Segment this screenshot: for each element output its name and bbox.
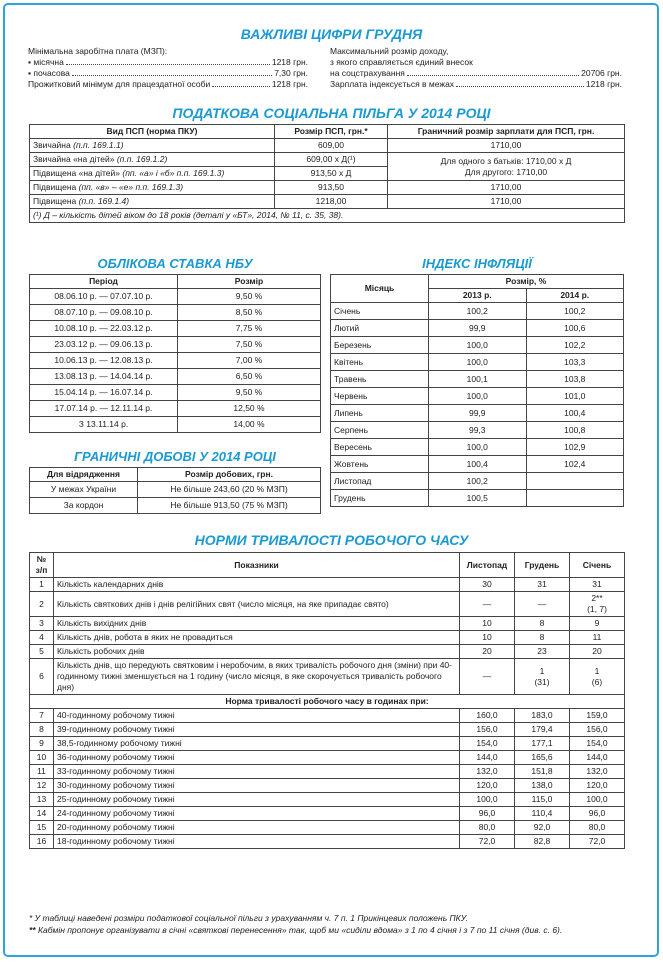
table-row	[331, 371, 624, 388]
table-row	[30, 617, 625, 631]
table-row	[30, 835, 625, 849]
table-cell: 100,0	[429, 439, 527, 456]
table-cell: 100,1	[429, 371, 527, 388]
table-cell: 80,0	[570, 821, 625, 835]
table-row	[30, 417, 321, 433]
table-row	[30, 321, 321, 337]
inflation-table: Місяць Розмір, % 2013 р. 2014 р. Січень 100,2 100,2 Лютий 99,9 100,6 Березень 100,0 102,2 Квітень 100,0 103,3 Травень 100,1 103,8 Червень 100,0 101,0 Липень 99,9 100,4 Серпень 99,3 100,8 Вересень 100,0 102,9 Жовтень 100,4 102,4 Листопад 100,2 Грудень 100,5	[330, 274, 624, 507]
table-row	[30, 385, 321, 401]
table-cell: 96,0	[570, 807, 625, 821]
table-cell: 99,9	[429, 405, 527, 422]
table-cell: 100,2	[429, 303, 527, 320]
table-cell: 156,0	[570, 723, 625, 737]
table-cell: 10	[30, 751, 54, 765]
table-row	[331, 320, 624, 337]
table-cell: 18-годинному робочому тижні	[54, 835, 460, 849]
footnote-2: ** Кабмін пропонує організувати в січні «святкові перенесення» так, щоб ми «сиділи вдома» з 1 по 4 січня і з 7 по 11 січня (див. с. 6).	[29, 925, 563, 935]
table-cell: З 13.11.14 р.	[30, 417, 178, 433]
table-cell: Кількість робочих днів	[54, 645, 460, 659]
table-cell: 154,0	[460, 737, 515, 751]
table-cell: 39-годинному робочому тижні	[54, 723, 460, 737]
table-cell: 9	[30, 737, 54, 751]
table-cell: 2	[30, 592, 54, 617]
table-cell: 23	[515, 645, 570, 659]
table-row	[30, 369, 321, 385]
table-cell: 6,50 %	[178, 369, 321, 385]
table-cell: 100,0	[570, 793, 625, 807]
table-cell: 11	[570, 631, 625, 645]
table-cell: 38,5-годинному робочому тижні	[54, 737, 460, 751]
table-cell: 20-годинному робочому тижні	[54, 821, 460, 835]
key-figures-title: ВАЖЛИВІ ЦИФРИ ГРУДНЯ	[240, 26, 423, 42]
table-cell: 144,0	[570, 751, 625, 765]
table-row	[30, 821, 625, 835]
table-row	[30, 751, 625, 765]
table-cell: 92,0	[515, 821, 570, 835]
table-cell: 99,3	[429, 422, 527, 439]
table-cell: 99,9	[429, 320, 527, 337]
table-cell: 23.03.12 р. — 09.06.13 р.	[30, 337, 178, 353]
table-cell: 08.06.10 р. — 07.07.10 р.	[30, 289, 178, 305]
table-row: Звичайна (п.п. 169.1.1) 609,00 1710,00	[30, 139, 625, 153]
table-cell: 100,0	[429, 337, 527, 354]
table-cell: Січень	[331, 303, 429, 320]
table-cell: Квітень	[331, 354, 429, 371]
table-cell: 6	[30, 659, 54, 695]
table-cell	[526, 490, 624, 507]
table-cell: —	[460, 659, 515, 695]
table-cell: 36-годинному робочому тижні	[54, 751, 460, 765]
table-row: Підвищена (п.п. 169.1.4) 1218,00 1710,00	[30, 195, 625, 209]
table-row	[30, 723, 625, 737]
daily-section	[29, 467, 321, 514]
table-cell: 100,8	[526, 422, 624, 439]
table-row	[30, 578, 625, 592]
table-row	[30, 659, 625, 695]
table-cell: Грудень	[331, 490, 429, 507]
table-cell: 120,0	[570, 779, 625, 793]
table-cell: 177,1	[515, 737, 570, 751]
table-cell: 102,4	[526, 456, 624, 473]
table-cell: Липень	[331, 405, 429, 422]
table-cell: Травень	[331, 371, 429, 388]
max-income-value: 20706 грн.	[581, 68, 622, 78]
table-cell: 100,0	[460, 793, 515, 807]
table-cell: Червень	[331, 388, 429, 405]
table-cell: 100,5	[429, 490, 527, 507]
indexed-label: Зарплата індексується в межах	[330, 79, 455, 89]
table-cell: 10.08.10 р. — 22.03.12 р.	[30, 321, 178, 337]
table-row	[30, 645, 625, 659]
table-cell: 160,0	[460, 709, 515, 723]
table-row	[30, 482, 321, 498]
table-row	[30, 765, 625, 779]
table-cell: 24-годинному робочому тижні	[54, 807, 460, 821]
table-row	[30, 498, 321, 514]
max-income-label: Максимальний розмір доходу,	[330, 46, 449, 56]
table-cell: 1 (31)	[515, 659, 570, 695]
table-cell: 14,00 %	[178, 417, 321, 433]
table-cell: 179,4	[515, 723, 570, 737]
subsistence-label: Прожитковий мінімум для працездатної особи	[28, 79, 211, 89]
table-cell: 3	[30, 617, 54, 631]
table-cell: —	[515, 592, 570, 617]
table-row	[30, 631, 625, 645]
indexed-value: 1218 грн.	[585, 79, 622, 89]
table-cell: 102,9	[526, 439, 624, 456]
table-cell: 138,0	[515, 779, 570, 793]
norms-section	[29, 552, 625, 849]
daily-table: Для відрядження Розмір добових, грн. У межах України Не більше 243,60 (20 % МЗП) За кордон Не більше 913,50 (75 % МЗП)	[29, 467, 321, 514]
table-cell: 103,3	[526, 354, 624, 371]
table-cell: 102,2	[526, 337, 624, 354]
table-cell: 151,8	[515, 765, 570, 779]
table-cell: 7,00 %	[178, 353, 321, 369]
table-row: Підвищена (пп. «в» – «е» п.п. 169.1.3) 913,50 1710,00	[30, 181, 625, 195]
table-row	[331, 456, 624, 473]
table-cell: 8	[30, 723, 54, 737]
table-cell: 20	[570, 645, 625, 659]
footnotes	[29, 912, 639, 936]
table-cell: Березень	[331, 337, 429, 354]
table-row	[331, 422, 624, 439]
table-cell: 10	[460, 631, 515, 645]
table-row	[30, 807, 625, 821]
table-cell: 1 (6)	[570, 659, 625, 695]
daily-title: ГРАНИЧНІ ДОБОВІ У 2014 РОЦІ	[74, 449, 276, 464]
table-cell: 110,4	[515, 807, 570, 821]
table-cell: 7,75 %	[178, 321, 321, 337]
table-cell: 96,0	[460, 807, 515, 821]
nbu-section	[29, 274, 321, 433]
table-cell: Лютий	[331, 320, 429, 337]
table-cell: 8	[515, 617, 570, 631]
min-wage-label: Мінімальна заробітна плата (МЗП):	[28, 46, 168, 56]
table-cell: 100,4	[429, 456, 527, 473]
table-cell: 25-годинному робочому тижні	[54, 793, 460, 807]
nbu-table: Період Розмір 08.06.10 р. — 07.07.10 р. 9,50 % 08.07.10 р. — 09.08.10 р. 8,50 % 10.08.10 р. — 22.03.12 р. 7,75 % 23.03.12 р. — 09.06.13 р. 7,50 % 10.06.13 р. — 12.08.13 р. 7,00 % 13.08.13 р. — 14.04.14 р. 6,50 % 15.04.14 р. — 16.07.14 р. 9,50 % 17.07.14 р. — 12.11.14 р. 12,50 % З 13.11.14 р. 14,00 %	[29, 274, 321, 433]
table-cell: 4	[30, 631, 54, 645]
table-cell: 20	[460, 645, 515, 659]
nbu-title: ОБЛІКОВА СТАВКА НБУ	[97, 256, 253, 271]
table-cell: Вересень	[331, 439, 429, 456]
table-cell: 08.07.10 р. — 09.08.10 р.	[30, 305, 178, 321]
table-cell: 12	[30, 779, 54, 793]
psp-title: ПОДАТКОВА СОЦІАЛЬНА ПІЛЬГА У 2014 РОЦІ	[172, 105, 491, 121]
table-cell: 120,0	[460, 779, 515, 793]
table-cell: 183,0	[515, 709, 570, 723]
table-cell: 132,0	[570, 765, 625, 779]
table-cell: 132,0	[460, 765, 515, 779]
table-row	[30, 592, 625, 617]
psp-header-limit: Граничний розмір зарплати для ПСП, грн.	[388, 125, 625, 139]
table-cell: 103,8	[526, 371, 624, 388]
monthly-value: 1218 грн.	[271, 57, 308, 67]
subsistence-value: 1218 грн.	[271, 79, 308, 89]
table-cell: 8,50 %	[178, 305, 321, 321]
table-cell: 9,50 %	[178, 289, 321, 305]
table-cell: 82,8	[515, 835, 570, 849]
table-cell: 100,0	[429, 354, 527, 371]
table-cell: Серпень	[331, 422, 429, 439]
table-cell: 13	[30, 793, 54, 807]
inflation-section	[330, 274, 624, 507]
table-cell: 9,50 %	[178, 385, 321, 401]
table-cell: 144,0	[460, 751, 515, 765]
table-cell: Кількість вихідних днів	[54, 617, 460, 631]
table-row	[331, 354, 624, 371]
table-row	[30, 737, 625, 751]
hourly-value: 7,30 грн.	[274, 68, 308, 78]
table-row	[30, 793, 625, 807]
table-cell: 33-годинному робочому тижні	[54, 765, 460, 779]
table-cell: 1	[30, 578, 54, 592]
table-cell: 11	[30, 765, 54, 779]
table-cell: 10.06.13 р. — 12.08.13 р.	[30, 353, 178, 369]
table-row	[30, 779, 625, 793]
footnote-1: * У таблиці наведені розміри податкової соціальної пільги з урахуванням ч. 7 п. 1 Прикінцевих положень ПКУ.	[29, 913, 468, 923]
table-cell: Кількість днів, робота в яких не провадиться	[54, 631, 460, 645]
table-cell: 72,0	[570, 835, 625, 849]
table-cell: У межах України	[30, 482, 138, 498]
table-cell: Кількість днів, що передують святковим і неробочим, в яких тривалість робочого дня (зміни) при 40-годинному тижні зменшується на 1 годину (число місяця, в яке скорочується тривалість робочого дня)	[54, 659, 460, 695]
table-cell: 100,0	[429, 388, 527, 405]
table-row	[331, 439, 624, 456]
table-cell: 115,0	[515, 793, 570, 807]
table-cell: 154,0	[570, 737, 625, 751]
table-cell: 12,50 %	[178, 401, 321, 417]
table-cell: 30	[460, 578, 515, 592]
table-cell: 159,0	[570, 709, 625, 723]
table-cell: Кількість календарних днів	[54, 578, 460, 592]
table-row	[30, 353, 321, 369]
norms-table: № з/п Показники Листопад Грудень Січень 1 Кількість календарних днів 30 31 31 2 Кількість святкових днів і днів релігійних свят (число місяця, на яке припадає свято) — — 2** (1, 7) 3 Кількість вихідних днів 10 8 9 4 Кількість днів, робота в яких не провадиться 10 8 11 5 Кількість робочих днів 20 23 20 6 Кількість днів, що передують святковим і неробочим, в яких тривалість робочого дня (зміни) при 40-годинному тижні зменшується на 1 годину (число місяця, в яке скорочується тривалість робочого дня) — 1 (31) 1 (6) Норма тривалості робочого часу в годинах при: 7 40-годинному робочому тижні 160,0 183,0 159,0 8 39-годинному робочому тижні 156,0 179,4 156,0 9 38,5-годинному робочому тижні 154,0 177,1 154,0 10 36-годинному робочому тижні 144,0 165,6 144,0 11 33-годинному робочому тижні 132,0 151,8 132,0 12 30-годинному робочому тижні 120,0 138,0 120,0 13 25-годинному робочому тижні 100,0 115,0 100,0 14 24-годинному робочому тижні 96,0 110,4 96,0 15 20-годинному робочому тижні 80,0 92,0 80,0 16 18-годинному робочому тижні 72,0 82,8 72,0	[29, 552, 625, 849]
psp-header-type: Вид ПСП (норма ПКУ)	[30, 125, 275, 139]
table-row	[331, 473, 624, 490]
table-cell: 80,0	[460, 821, 515, 835]
table-cell: 101,0	[526, 388, 624, 405]
table-cell	[526, 473, 624, 490]
table-row	[30, 709, 625, 723]
table-row	[30, 289, 321, 305]
table-row	[331, 405, 624, 422]
table-row: Підвищена «на дітей» (пп. «а» і «б» п.п. 169.1.3) 913,50 х Д	[30, 167, 625, 181]
table-cell: Кількість святкових днів і днів релігійних свят (число місяця, на яке припадає свято)	[54, 592, 460, 617]
table-cell: 16	[30, 835, 54, 849]
table-cell: 15	[30, 821, 54, 835]
key-figures-left: Мінімальна заробітна плата (МЗП): ▪ місячна 1218 грн. ▪ почасова 7,30 грн. Прожитковий мінімум для працездатної особи 1218 грн.	[28, 46, 308, 89]
table-cell: Не більше 243,60 (20 % МЗП)	[138, 482, 321, 498]
table-cell: 31	[570, 578, 625, 592]
table-cell: 14	[30, 807, 54, 821]
table-row	[331, 303, 624, 320]
table-cell: Листопад	[331, 473, 429, 490]
table-cell: 100,6	[526, 320, 624, 337]
norms-subheader: Норма тривалості робочого часу в годинах при:	[30, 695, 625, 709]
hourly-label: почасова	[33, 68, 70, 78]
table-row: Звичайна «на дітей» (п.п. 169.1.2) 609,00 х Д(¹) Для одного з батьків: 1710,00 х Д Для другого: 1710,00	[30, 153, 625, 167]
table-cell: 100,4	[526, 405, 624, 422]
table-cell: 2** (1, 7)	[570, 592, 625, 617]
table-cell: 100,2	[526, 303, 624, 320]
table-cell: 8	[515, 631, 570, 645]
table-row	[331, 490, 624, 507]
monthly-label: місячна	[33, 57, 64, 67]
table-cell: 5	[30, 645, 54, 659]
table-cell: 9	[570, 617, 625, 631]
table-row	[30, 305, 321, 321]
table-cell: 15.04.14 р. — 16.07.14 р.	[30, 385, 178, 401]
table-row	[30, 401, 321, 417]
psp-table	[29, 124, 625, 223]
table-cell: 165,6	[515, 751, 570, 765]
table-cell: 17.07.14 р. — 12.11.14 р.	[30, 401, 178, 417]
psp-section	[29, 124, 625, 223]
table-cell: 10	[460, 617, 515, 631]
table-cell: 31	[515, 578, 570, 592]
table-cell: 40-годинному робочому тижні	[54, 709, 460, 723]
table-row	[331, 337, 624, 354]
norms-title: НОРМИ ТРИВАЛОСТІ РОБОЧОГО ЧАСУ	[194, 532, 469, 548]
table-cell: 156,0	[460, 723, 515, 737]
table-cell: За кордон	[30, 498, 138, 514]
table-cell: 72,0	[460, 835, 515, 849]
table-cell: 7,50 %	[178, 337, 321, 353]
table-row	[30, 337, 321, 353]
table-cell: Не більше 913,50 (75 % МЗП)	[138, 498, 321, 514]
inflation-title: ІНДЕКС ІНФЛЯЦІЇ	[422, 256, 532, 271]
table-row	[331, 388, 624, 405]
table-cell: 100,2	[429, 473, 527, 490]
psp-header-size: Розмір ПСП, грн.*	[275, 125, 388, 139]
table-cell: —	[460, 592, 515, 617]
key-figures-right: Максимальний розмір доходу, з якого справляється єдиний внесок на соцстрахування 20706 грн. Зарплата індексується в межах 1218 грн.	[330, 46, 622, 89]
psp-note: (¹) Д – кількість дітей віком до 18 років (деталі у «БТ», 2014, № 11, с. 35, 38).	[30, 209, 625, 223]
table-cell: Жовтень	[331, 456, 429, 473]
table-cell: 7	[30, 709, 54, 723]
table-cell: 30-годинному робочому тижні	[54, 779, 460, 793]
table-cell: 13.08.13 р. — 14.04.14 р.	[30, 369, 178, 385]
